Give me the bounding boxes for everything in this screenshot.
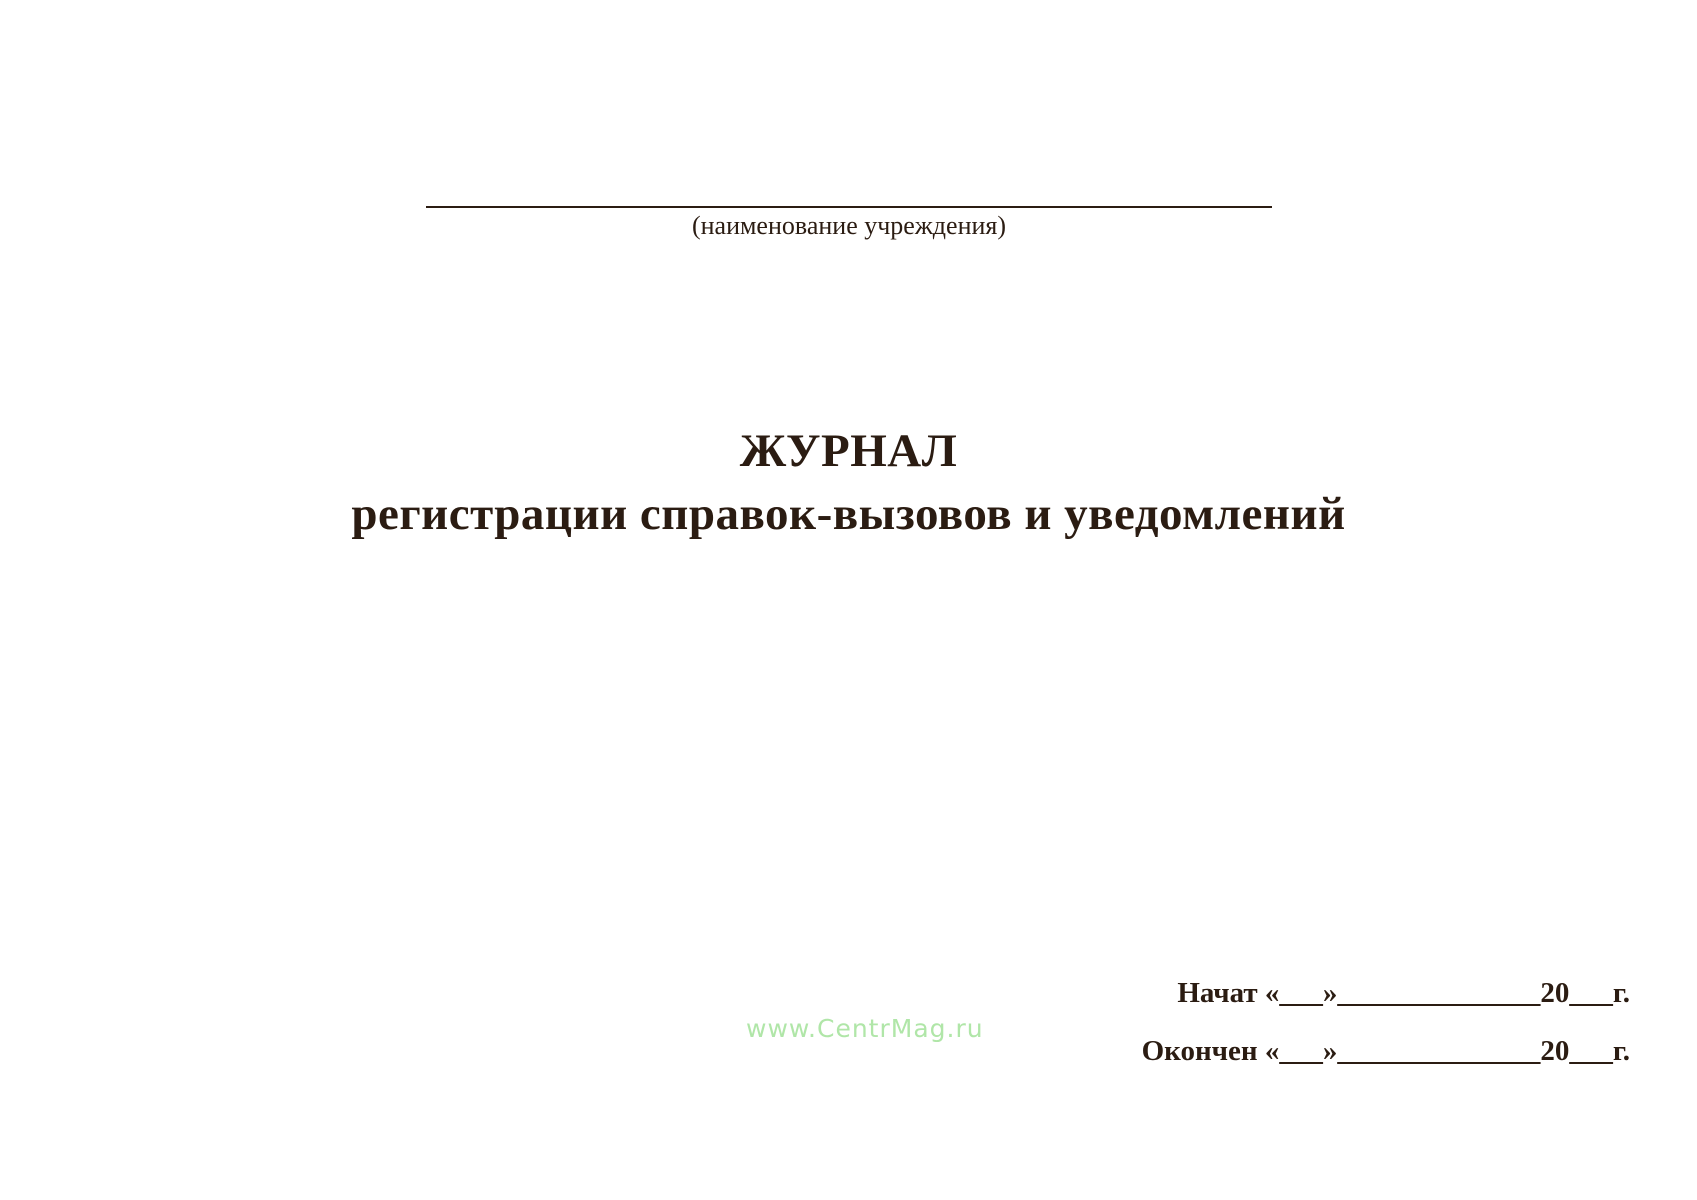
watermark: www.CentrMag.ru <box>746 1014 984 1043</box>
journal-subtitle: регистрации справок-вызовов и уведомлений <box>351 488 1346 540</box>
journal-title-block <box>0 420 1697 546</box>
institution-fill-line <box>426 186 1272 208</box>
finished-date-line: Окончен «___»______________20___г. <box>1141 1035 1630 1067</box>
institution-caption: (наименование учреждения) <box>691 211 1007 240</box>
journal-title: ЖУРНАЛ <box>739 425 958 477</box>
started-date-line: Начат «___»______________20___г. <box>1177 977 1630 1009</box>
dates-block <box>1142 976 1630 1068</box>
